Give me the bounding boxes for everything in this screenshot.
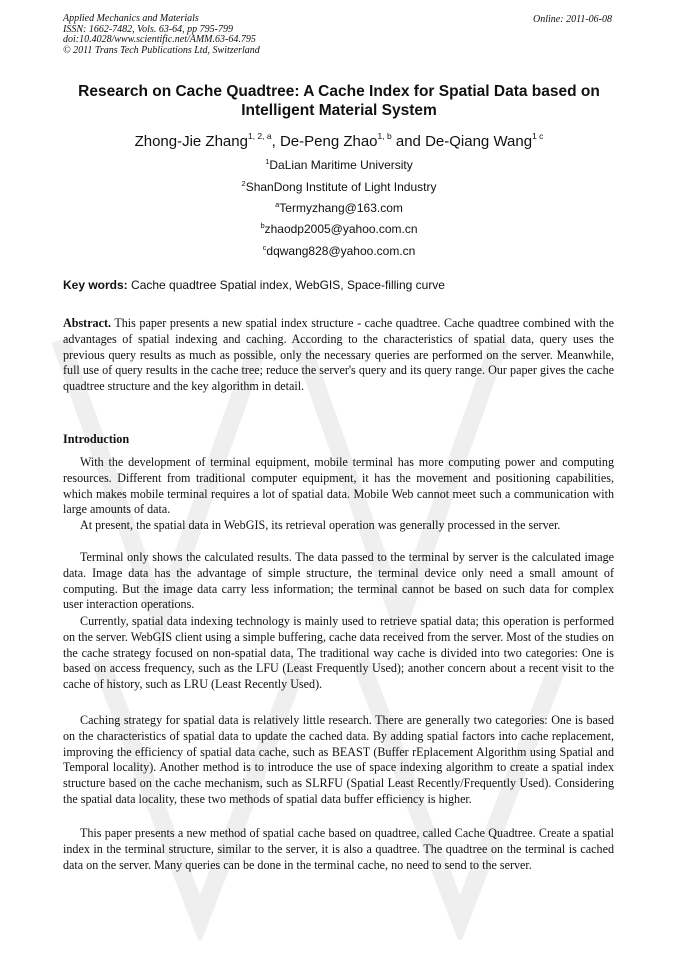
keywords-label: Key words:: [63, 278, 128, 292]
intro-paragraph: With the development of terminal equipment, mobile terminal has more computing power and computing resources. Different from traditional computer equipment, it has the movement and positioning capabilities, which makes mobile terminal requires a lot of spatial data. Mobile Web cannot meet such a communication with large amounts of data.: [63, 455, 614, 517]
paper-title: Research on Cache Quadtree: A Cache Index for Spatial Data based on Intelligent Material System: [78, 83, 600, 119]
author-name: De-Qiang Wang: [425, 133, 533, 150]
intro-paragraph: Currently, spatial data indexing technology is mainly used to retrieve spatial data; this operation is performed on the server. WebGIS client using a simple buffering, cache data received from the server. Most of the studies on the cache strategy focused on non-spatial data, The traditional way cache is divided into two categories: One is based on access frequency, such as the LFU (Least Frequently Used); another concern about a recent visit to the cache of history, such as LRU (Least Recently Used).: [63, 614, 614, 692]
author-affiliation-mark: 1, b: [377, 131, 392, 141]
copyright-line: © 2011 Trans Tech Publications Ltd, Switzerland: [63, 44, 260, 56]
keywords: [63, 278, 445, 292]
intro-paragraph: Terminal only shows the calculated results. The data passed to the terminal by server is the calculated image data. Image data has the advantage of simple structure, the terminal device only need a small amount of computing. But the image data carry less information; the terminal cannot be based on such data for complex user interaction operations.: [63, 550, 614, 612]
author-separator: ,: [271, 133, 280, 150]
email-text: Termyzhang@163.com: [279, 201, 403, 215]
online-date: Online: 2011-06-08: [533, 14, 612, 25]
affiliation-mark: 2: [241, 179, 246, 188]
affiliation: [40, 179, 638, 194]
affiliation-text: DaLian Maritime University: [269, 158, 413, 172]
author-name: De-Peng Zhao: [279, 133, 378, 150]
abstract-text: This paper presents a new spatial index structure - cache quadtree. Cache quadtree combined with the advantages of spatial indexing and caching. According to the characteristics of spatial data, query uses the previous query results as much as possible, only the necessary queries are performed on the server. Meanwhile, full use of query results in the cache tree; reduce the server's query and its query range. Our paper gives the cache quadtree structure and the key algorithm in detail.: [63, 316, 614, 394]
email-text: dqwang828@yahoo.com.cn: [266, 244, 416, 258]
affiliation-email: [40, 221, 638, 236]
affiliation-mark: c: [262, 243, 267, 252]
email-text: zhaodp2005@yahoo.com.cn: [264, 222, 418, 236]
keywords-text: Cache quadtree Spatial index, WebGIS, Space-filling curve: [131, 278, 445, 292]
affiliation-mark: b: [260, 221, 265, 230]
intro-paragraph: Caching strategy for spatial data is relatively little research. There are generally two categories: One is based on the characteristics of spatial data to update the cached data. By adding spatial factors into cache replacement, improving the efficiency of spatial data cache, such as BEAST (Buffer rEplacement Algorithm using Spatial and Temporal locality). Another method is to introduce the use of space indexing algorithm to create a spatial index structure based on the cache mechanism, such as SLRFU (Spatial Least Recently/Frequently Used). Considering the spatial data locality, these two methods of spatial data buffer efficiency is higher.: [63, 713, 614, 806]
affiliation-mark: 1: [265, 157, 270, 166]
author-list: [40, 131, 638, 150]
affiliation-email: [40, 243, 638, 258]
affiliation-text: ShanDong Institute of Light Industry: [245, 180, 437, 194]
affiliation-email: [40, 200, 638, 215]
abstract: [63, 316, 614, 395]
journal-name: Applied Mechanics and Materials: [63, 13, 199, 24]
abstract-label: Abstract.: [63, 316, 112, 330]
author-separator: and: [391, 133, 426, 150]
journal-header: [63, 14, 260, 56]
section-heading-introduction: Introduction: [63, 432, 130, 446]
author-affiliation-mark: 1 c: [532, 131, 544, 141]
affiliation-mark: a: [275, 200, 280, 209]
author-affiliation-mark: 1, 2, a: [247, 131, 272, 141]
author-name: Zhong-Jie Zhang: [134, 133, 248, 150]
issn-line: ISSN: 1662-7482, Vols. 63-64, pp 795-799: [63, 23, 233, 35]
affiliation: [40, 157, 638, 172]
intro-paragraph: This paper presents a new method of spatial cache based on quadtree, called Cache Quadtree. Create a spatial index in the terminal structure, similar to the server, it is also a quadtree. The quadtree on the terminal is cached data on the server. Many queries can be done in the terminal cache, no need to send to the server.: [63, 826, 614, 872]
intro-paragraph: At present, the spatial data in WebGIS, its retrieval operation was generally processed in the server.: [80, 518, 561, 532]
doi-line: doi:10.4028/www.scientific.net/AMM.63-64.795: [63, 34, 256, 46]
